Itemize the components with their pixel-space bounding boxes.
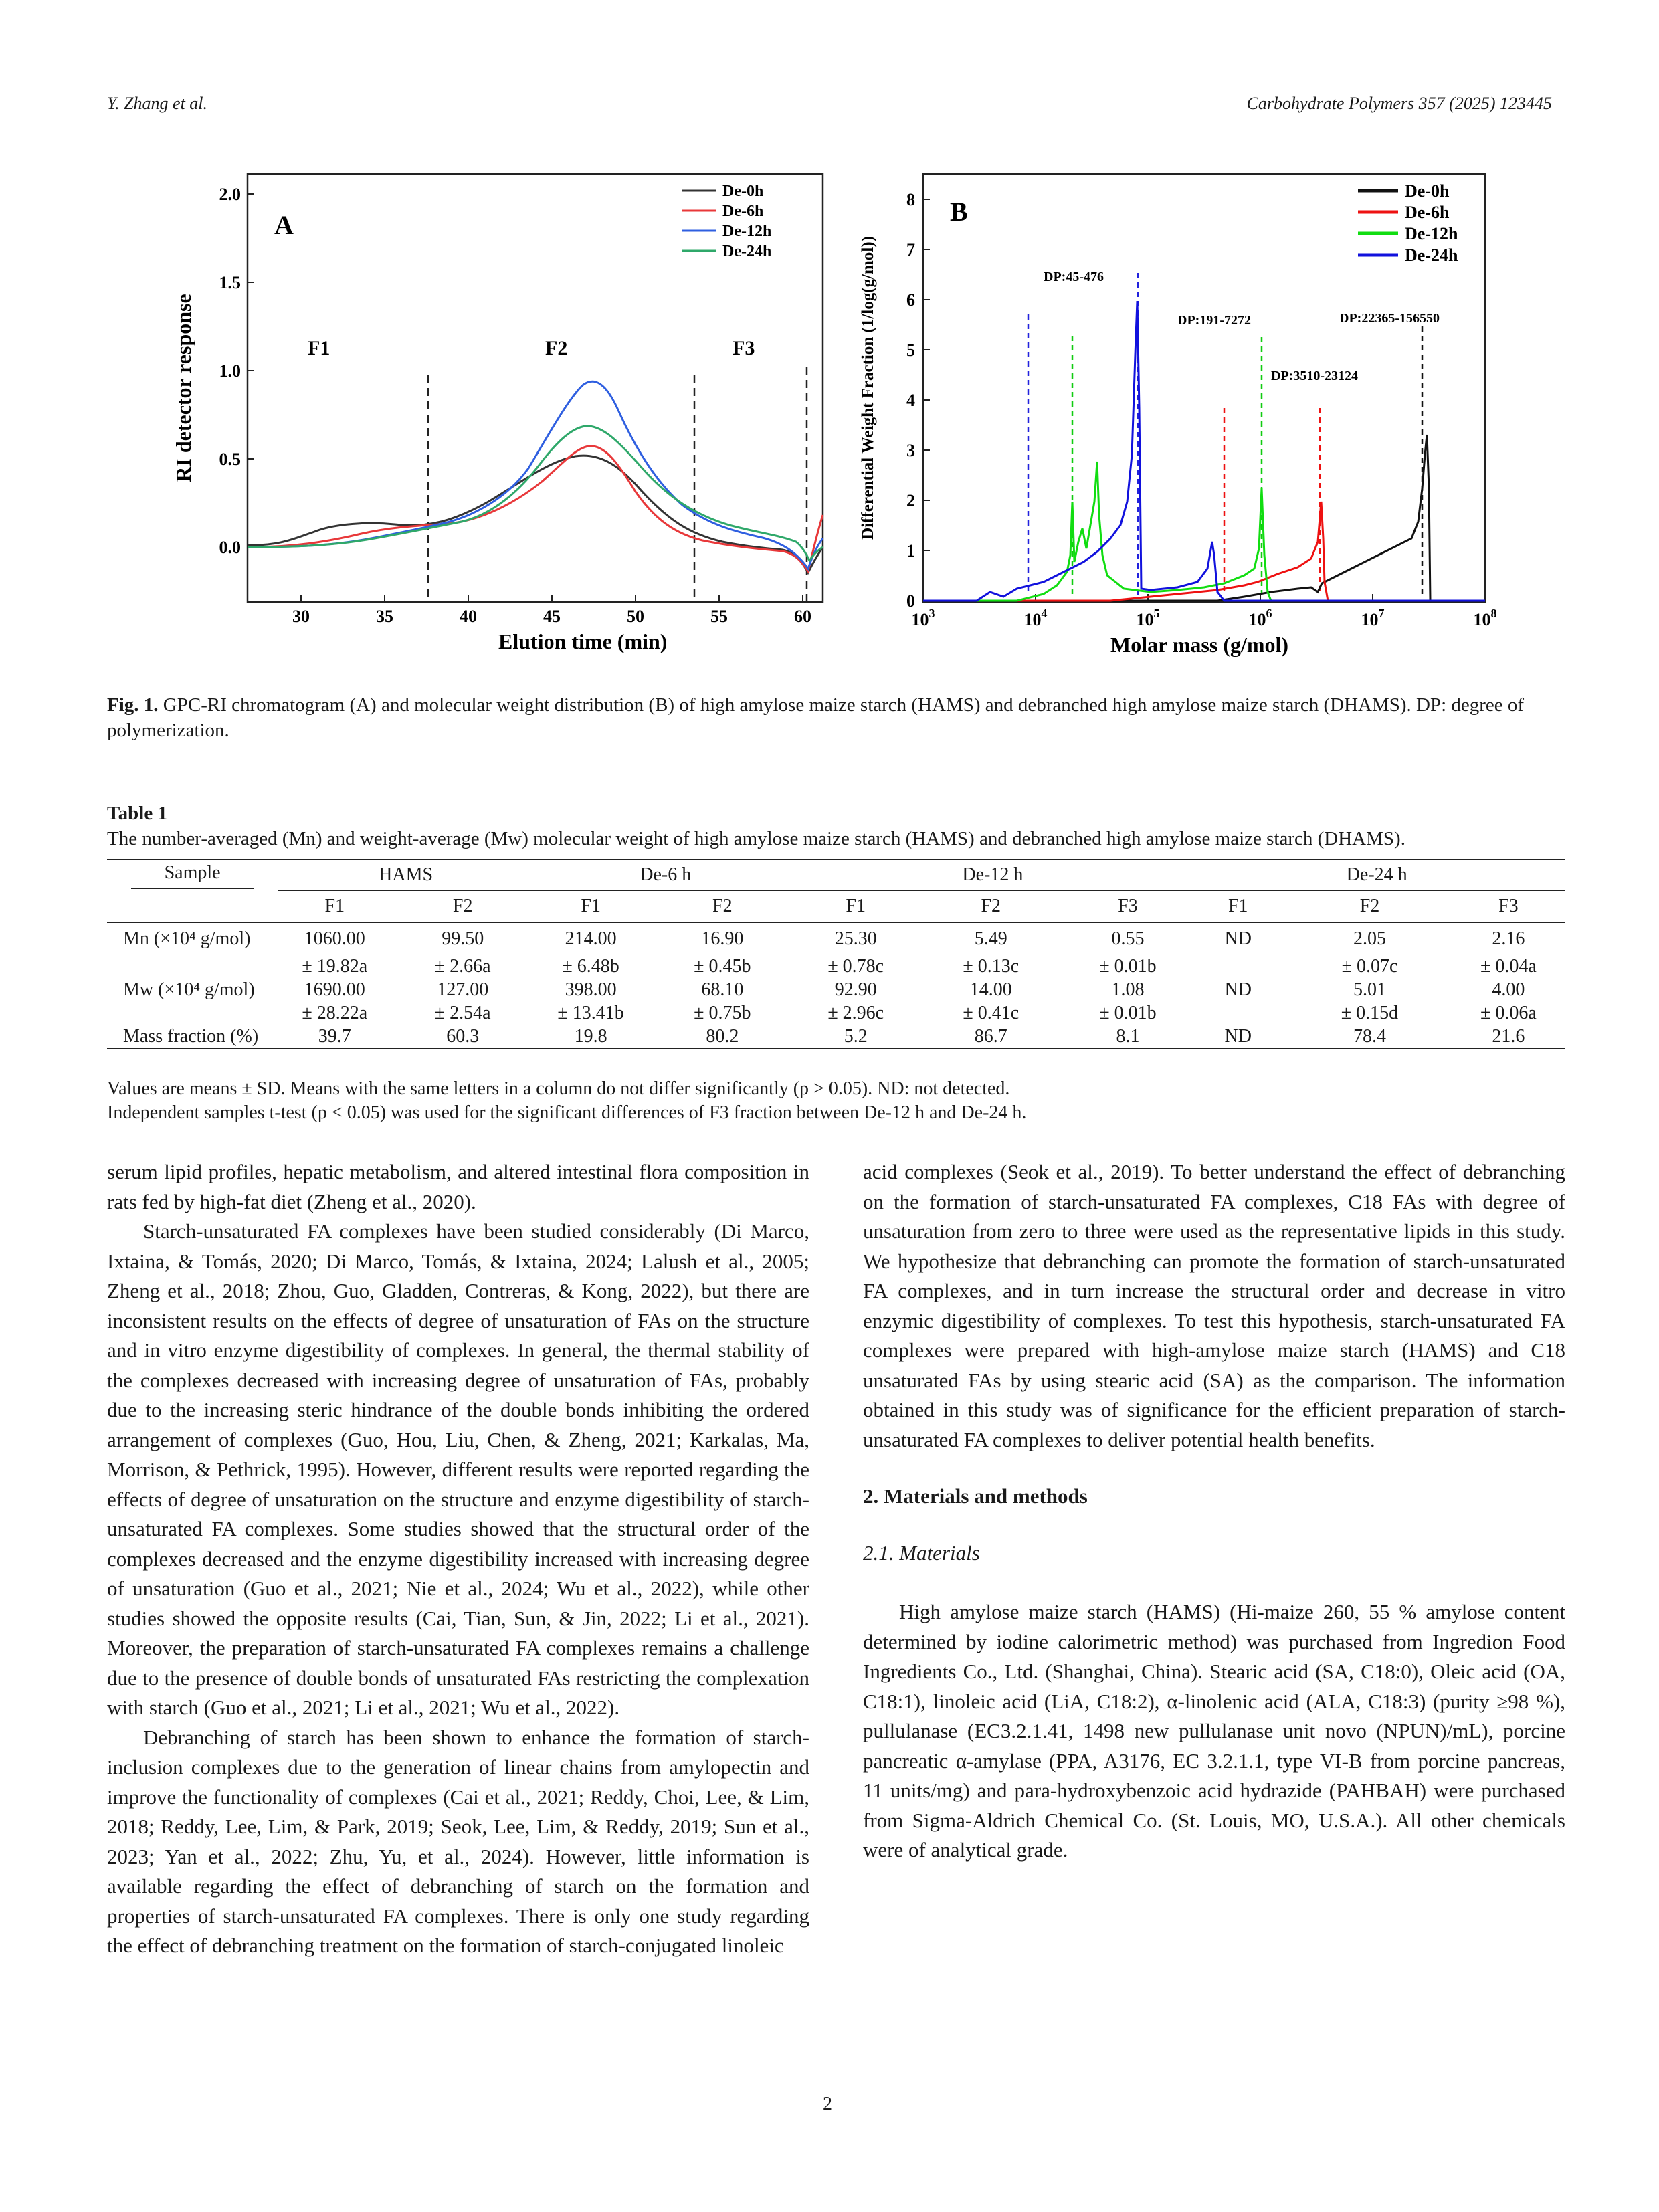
table-cell bbox=[1188, 954, 1288, 978]
y-tick-label: 2 bbox=[906, 491, 915, 510]
legend-entry: De-0h bbox=[1405, 181, 1450, 201]
table-cell: ND bbox=[1224, 979, 1252, 1000]
row-label: Mw (×10⁴ g/mol) bbox=[123, 979, 255, 1000]
row-label bbox=[107, 1001, 278, 1025]
legend-entry: De-12h bbox=[1405, 224, 1458, 243]
subsection-heading: 2.1. Materials bbox=[863, 1540, 980, 1565]
caption-text: GPC-RI chromatogram (A) and molecular weight distribution (B) of high amylose maize starch (HAMS) and debranched high amylose maize starch (DHAMS). DP: degree of polymerization. bbox=[107, 694, 1525, 741]
panel-b-letter: B bbox=[950, 197, 968, 227]
table-row bbox=[107, 1001, 1565, 1025]
curve-de-0h bbox=[248, 456, 823, 573]
table-cell: ± 2.54a bbox=[434, 1002, 491, 1023]
table-cell: 5.01 bbox=[1353, 979, 1386, 1000]
x-tick-label: 45 bbox=[543, 607, 561, 626]
table-cell: 398.00 bbox=[565, 979, 617, 1000]
right-column bbox=[863, 1157, 1565, 1866]
table-cell: 92.90 bbox=[834, 979, 877, 1000]
table-cell: ± 19.82a bbox=[302, 955, 368, 977]
table-cell: ± 0.01b bbox=[1099, 1002, 1157, 1023]
table-subcol-header: F2 bbox=[1359, 896, 1380, 916]
y-tick-label: 4 bbox=[906, 391, 915, 410]
table-note-2: Independent samples t-test (p < 0.05) was used for the significant differences of F3 fraction between De-12 h and De-24 h. bbox=[107, 1102, 1027, 1123]
paragraph: serum lipid profiles, hepatic metabolism, and altered intestinal flora composition in rats fed by high-fat diet (Zheng et al., 2020). bbox=[107, 1160, 809, 1213]
table-row bbox=[107, 954, 1565, 978]
table-cell: 78.4 bbox=[1353, 1025, 1386, 1047]
table-title: Table 1 bbox=[107, 803, 167, 824]
table-cell: ± 0.78c bbox=[827, 955, 884, 977]
table-cell: ± 0.45b bbox=[694, 955, 751, 977]
table-1 bbox=[107, 859, 1565, 1049]
y-tick-label: 6 bbox=[906, 290, 915, 310]
table-note-1: Values are means ± SD. Means with the same letters in a column do not differ significantly (p > 0.05). ND: not detected. bbox=[107, 1078, 1010, 1099]
x-tick-label: $10^4$ bbox=[1023, 607, 1048, 629]
table-cell: 25.30 bbox=[834, 928, 877, 949]
curve-b-de-0h bbox=[923, 435, 1485, 601]
table-subcol-header: F3 bbox=[1118, 896, 1138, 916]
panel-b bbox=[859, 174, 1497, 657]
left-column bbox=[107, 1157, 809, 1961]
table-cell: 1060.00 bbox=[304, 928, 365, 949]
y-tick-label: 1 bbox=[906, 541, 915, 561]
x-tick-label: 60 bbox=[794, 607, 811, 626]
table-cell: ± 28.22a bbox=[302, 1002, 368, 1023]
curve-b-de-12h bbox=[923, 462, 1485, 601]
x-tick-label: 35 bbox=[376, 607, 393, 626]
table-row bbox=[107, 978, 1565, 1001]
y-tick-label: 1.5 bbox=[219, 273, 241, 292]
table-cell: ± 0.07c bbox=[1341, 955, 1398, 977]
caption-label: Fig. 1. bbox=[107, 694, 159, 716]
figure-1 bbox=[171, 154, 1498, 676]
legend-entry: De-24h bbox=[722, 243, 772, 260]
table-cell: 21.6 bbox=[1492, 1025, 1525, 1047]
x-tick-label: 30 bbox=[292, 607, 310, 626]
legend-entry: De-6h bbox=[722, 203, 764, 220]
table-cell: 16.90 bbox=[701, 928, 744, 949]
panel-b-ylabel: Differential Weight Fraction (1/log(g/mol)) bbox=[859, 236, 877, 540]
section-heading: 2. Materials and methods bbox=[863, 1484, 1088, 1508]
table-cell: 214.00 bbox=[565, 928, 617, 949]
row-label: Mass fraction (%) bbox=[123, 1025, 259, 1047]
table-subcol-header: F1 bbox=[581, 896, 601, 916]
table-cell: ND bbox=[1224, 1025, 1252, 1047]
x-tick-label: 40 bbox=[460, 607, 477, 626]
y-tick-label: 7 bbox=[906, 240, 915, 260]
curve-de-6h bbox=[248, 446, 823, 571]
panel-a-letter: A bbox=[274, 210, 294, 240]
paragraph: High amylose maize starch (HAMS) (Hi-maize 260, 55 % amylose content determined by iodine calorimetric method) was purchased from Ingredion Food Ingredients Co., Ltd. (Shanghai, China). Stearic acid (SA, C18:0), Oleic acid (OA, C18:1), linoleic acid (LiA, C18:2), α-linolenic acid (ALA, C18:3) (purity ≥98 %), pullulanase (EC3.2.1.41, 1498 new pullulanase unit novo (NPUN)/mL), porcine pancreatic α-amylase (PPA, A3176, EC 3.2.1.1, type VI-B from porcine pancreas, 11 units/mg) and para-hydroxybenzoic acid hydrazide (PAHBAH) were purchased from Sigma-Aldrich Chemical Co. (St. Louis, MO, U.S.A.). All other chemicals were of analytical grade. bbox=[863, 1600, 1565, 1862]
table-cell: 2.16 bbox=[1492, 928, 1525, 949]
y-tick-label: 0 bbox=[906, 591, 915, 611]
panel-a-ylabel: RI detector response bbox=[171, 294, 195, 482]
table-cell: 0.55 bbox=[1111, 928, 1145, 949]
table-subcol-header: F2 bbox=[981, 896, 1001, 916]
y-tick-label: 5 bbox=[906, 340, 915, 360]
table-cell: 1690.00 bbox=[304, 979, 365, 1000]
table-cell: 8.1 bbox=[1116, 1025, 1140, 1047]
paragraph: Debranching of starch has been shown to enhance the formation of starch-inclusion complexes due to the generation of linear chains from amylopectin and improve the functionality of complexes (Cai et al., 2021; Reddy, Choi, Lee, & Lim, 2018; Reddy, Lee, Lim, & Park, 2019; Seok, Lee, Lim, & Reddy, 2019; Sun et al., 2023; Yan et al., 2022; Zhu, Yu, et al., 2024). However, little information is available regarding the effect of debranching of starch on the formation and properties of starch-unsaturated FA complexes. There is only one study regarding the effect of debranching treatment on the formation of starch-conjugated linoleic bbox=[107, 1725, 809, 1957]
y-tick-label: 1.0 bbox=[219, 361, 241, 381]
table-cell: 14.00 bbox=[969, 979, 1012, 1000]
panel-a-legend bbox=[682, 183, 771, 260]
table-cell: 80.2 bbox=[706, 1025, 739, 1047]
panel-a bbox=[171, 174, 823, 653]
table-subcol-header: F2 bbox=[712, 896, 733, 916]
table-cell: ± 13.41b bbox=[557, 1002, 624, 1023]
dp-annotation-3510-23124: DP:3510-23124 bbox=[1271, 369, 1358, 383]
legend-entry: De-6h bbox=[1405, 203, 1450, 222]
table-subcol-header: F3 bbox=[1498, 896, 1519, 916]
table-cell: 127.00 bbox=[437, 979, 489, 1000]
table-subcol-header: F1 bbox=[1228, 896, 1248, 916]
panel-b-xlabel: Molar mass (g/mol) bbox=[1110, 633, 1289, 657]
y-tick-label: 0.5 bbox=[219, 449, 241, 469]
table-notes bbox=[107, 1077, 1565, 1125]
x-tick-label: $10^6$ bbox=[1248, 607, 1272, 629]
fraction-f3-label: F3 bbox=[733, 337, 755, 359]
page-number: 2 bbox=[823, 2094, 832, 2114]
running-header-authors: Y. Zhang et al. bbox=[107, 94, 208, 113]
dp-annotation-45-476: DP:45-476 bbox=[1044, 270, 1104, 284]
table-row bbox=[107, 1025, 1565, 1049]
table-cell: 99.50 bbox=[442, 928, 484, 949]
table-cell: ± 2.66a bbox=[434, 955, 491, 977]
y-tick-label: 3 bbox=[906, 441, 915, 460]
table-subcol-header: F1 bbox=[846, 896, 866, 916]
table-cell: ± 0.06a bbox=[1480, 1002, 1537, 1023]
table-subtitle: The number-averaged (Mn) and weight-average (Mw) molecular weight of high amylose maize starch (HAMS) and debranched high amylose maize starch (DHAMS). bbox=[107, 828, 1405, 849]
panel-a-xlabel: Elution time (min) bbox=[498, 629, 668, 653]
dp-annotation-22365-156550: DP:22365-156550 bbox=[1339, 311, 1440, 326]
table-subcol-header: F2 bbox=[452, 896, 473, 916]
table-cell: 4.00 bbox=[1492, 979, 1525, 1000]
x-tick-label: $10^8$ bbox=[1473, 607, 1497, 629]
y-tick-label: 0.0 bbox=[219, 538, 241, 557]
figure-caption bbox=[107, 692, 1552, 743]
table-cell: ± 0.01b bbox=[1099, 955, 1157, 977]
table-cell: 5.2 bbox=[844, 1025, 868, 1047]
table-cell: ± 0.13c bbox=[963, 955, 1019, 977]
legend-entry: De-12h bbox=[722, 223, 772, 240]
table-cell: 1.08 bbox=[1111, 979, 1145, 1000]
table-cell: 19.8 bbox=[574, 1025, 607, 1047]
curve-b-de-6h bbox=[923, 502, 1485, 601]
table-cell: ± 0.41c bbox=[963, 1002, 1019, 1023]
table-cell: ND bbox=[1224, 928, 1252, 949]
legend-entry: De-0h bbox=[722, 183, 764, 200]
x-tick-label: $10^5$ bbox=[1136, 607, 1160, 629]
x-tick-label: $10^3$ bbox=[911, 607, 935, 629]
table-cell: ± 2.96c bbox=[827, 1002, 884, 1023]
table-cell: 86.7 bbox=[974, 1025, 1007, 1047]
y-tick-label: 8 bbox=[906, 190, 915, 209]
panel-b-legend bbox=[1358, 181, 1458, 265]
table-cell: 5.49 bbox=[974, 928, 1007, 949]
table-cell: ± 6.48b bbox=[562, 955, 619, 977]
table-cell: 60.3 bbox=[446, 1025, 480, 1047]
table-group-de6: De-6 h bbox=[534, 860, 797, 890]
table-cell bbox=[1188, 1001, 1288, 1025]
table-row bbox=[107, 922, 1565, 954]
paragraph: Starch-unsaturated FA complexes have been studied considerably (Di Marco, Ixtaina, & Tomás, 2020; Di Marco, Tomás, & Ixtaina, 2024; Lalush et al., 2005; Zheng et al., 2018; Zhou, Guo, Gladden, Contreras, & Kong, 2022), but there are inconsistent results on the effects of degree of unsaturation of FAs on the structure and in vitro enzyme digestibility of complexes. In general, the thermal stability of the complexes decreased with increasing degree of unsaturation of FAs, probably due to the increasing steric hindrance of the double bonds inhibiting the ordered arrangement of complexes (Guo, Hou, Liu, Chen, & Zheng, 2021; Karkalas, Ma, Morrison, & Pethrick, 1995). However, different results were reported regarding the effects of degree of unsaturation on the structure and enzyme digestibility of starch-unsaturated FA complexes. Some studies showed that the structural order of the complexes decreased and the enzyme digestibility increased with increasing degree of unsaturation (Guo et al., 2021; Nie et al., 2024; Wu et al., 2022), while other studies showed the opposite results (Cai, Tian, Sun, & Jin, 2022; Li et al., 2021). Moreover, the preparation of starch-unsaturated FA complexes remains a challenge due to the presence of double bonds of unsaturated FAs restricting the complexation with starch (Guo et al., 2021; Li et al., 2021; Wu et al., 2022). bbox=[107, 1219, 809, 1719]
table-cell: 68.10 bbox=[701, 979, 744, 1000]
row-label: Mn (×10⁴ g/mol) bbox=[123, 928, 251, 949]
table-subcol-header: F1 bbox=[324, 896, 345, 916]
x-tick-label: $10^7$ bbox=[1361, 607, 1385, 629]
fraction-f2-label: F2 bbox=[545, 337, 568, 359]
x-tick-label: 55 bbox=[710, 607, 728, 626]
table-cell: ± 0.04a bbox=[1480, 955, 1537, 977]
fraction-f1-label: F1 bbox=[308, 337, 330, 359]
x-tick-label: 50 bbox=[627, 607, 644, 626]
y-tick-label: 2.0 bbox=[219, 185, 241, 204]
table-group-de12: De-12 h bbox=[797, 860, 1188, 890]
running-header-journal: Carbohydrate Polymers 357 (2025) 123445 bbox=[1246, 94, 1552, 113]
row-label bbox=[107, 954, 278, 978]
curve-b-de-24h bbox=[923, 301, 1485, 601]
paragraph: acid complexes (Seok et al., 2019). To better understand the effect of debranching on the formation of starch-unsaturated FA complexes, C18 FAs with degree of unsaturation from zero to three were used as the representative lipids in this study. We hypothesize that debranching can promote the formation of starch-unsaturated FA complexes, and in turn increase the structural order and decrease in vitro enzymic digestibility of complexes. To test this hypothesis, starch-unsaturated FA complexes were prepared with high-amylose maize starch (HAMS) and C18 unsaturated FAs by using stearic acid (SA) as the comparison. The information obtained in this study was of significance for the efficient preparation of starch-unsaturated FA complexes to deliver potential health benefits. bbox=[863, 1160, 1565, 1451]
table-group-de24: De-24 h bbox=[1188, 860, 1565, 890]
table-cell: 2.05 bbox=[1353, 928, 1386, 949]
dp-annotation-191-7272: DP:191-7272 bbox=[1177, 313, 1251, 328]
legend-entry: De-24h bbox=[1405, 245, 1458, 265]
table-cell: 39.7 bbox=[318, 1025, 351, 1047]
table-group-hams: HAMS bbox=[278, 860, 534, 890]
table-cell: ± 0.15d bbox=[1341, 1002, 1399, 1023]
table-cell: ± 0.75b bbox=[694, 1002, 751, 1023]
table-group-sample: Sample bbox=[107, 860, 278, 890]
